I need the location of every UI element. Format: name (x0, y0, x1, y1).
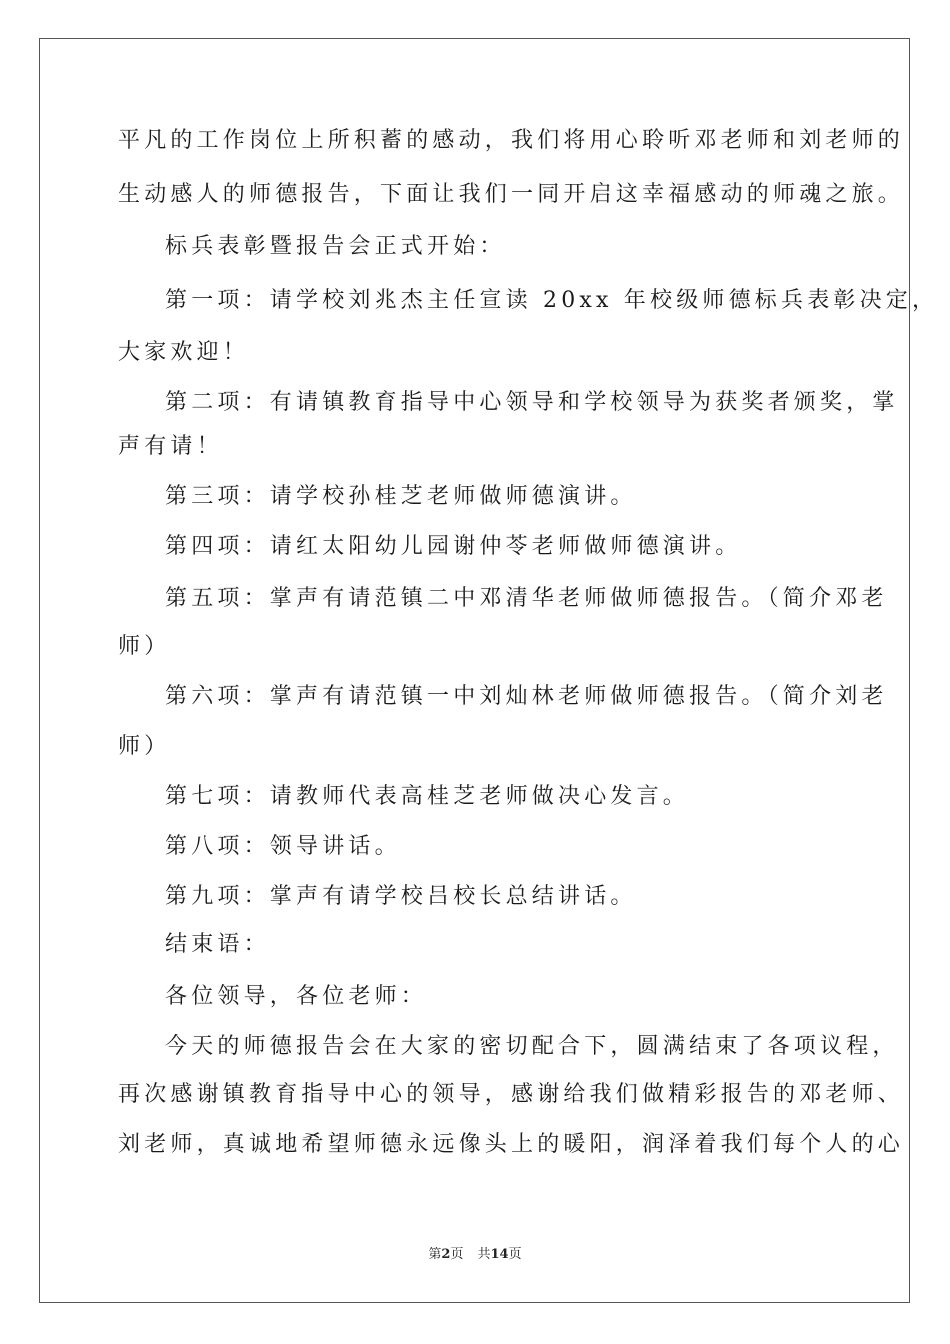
total-suffix: 页 (508, 1247, 522, 1262)
text-line: 第八项：领导讲话。 (165, 834, 401, 859)
text-line: 再次感谢镇教育指导中心的领导，感谢给我们做精彩报告的邓老师、 (118, 1082, 905, 1107)
text-line: 刘老师，真诚地希望师德永远像头上的暖阳，润泽着我们每个人的心 (118, 1132, 905, 1157)
text-line: 结束语： (165, 932, 270, 957)
text-line: 第九项：掌声有请学校吕校长总结讲话。 (165, 884, 637, 909)
text-line: 声有请！ (118, 434, 223, 459)
text-line: 第三项：请学校孙桂芝老师做师德演讲。 (165, 484, 637, 509)
text-line: 师） (118, 634, 171, 659)
text-line: 第七项：请教师代表高桂芝老师做决心发言。 (165, 784, 690, 809)
text-line: 平凡的工作岗位上所积蓄的感动，我们将用心聆听邓老师和刘老师的 (118, 128, 905, 153)
page-footer (0, 1246, 950, 1264)
text-line: 生动感人的师德报告，下面让我们一同开启这幸福感动的师魂之旅。 (118, 182, 905, 207)
text-line: 第一项：请学校刘兆杰主任宣读 20xx 年校级师德标兵表彰决定， (165, 288, 939, 313)
page-prefix: 第 (428, 1247, 442, 1262)
page-suffix: 页 (450, 1247, 464, 1262)
text-line: 第五项：掌声有请范镇二中邓清华老师做师德报告。（简介邓老 (165, 586, 888, 611)
text-line: 大家欢迎！ (118, 340, 250, 365)
total-prefix: 共 (477, 1247, 491, 1262)
text-line: 第六项：掌声有请范镇一中刘灿林老师做师德报告。（简介刘老 (165, 684, 888, 709)
text-line: 第四项：请红太阳幼儿园谢仲苓老师做师德演讲。 (165, 534, 742, 559)
text-line: 标兵表彰暨报告会正式开始： (165, 234, 506, 259)
page-border (39, 38, 910, 1303)
total-page-count: 14 (490, 1247, 509, 1262)
text-line: 今天的师德报告会在大家的密切配合下，圆满结束了各项议程， (165, 1034, 899, 1059)
text-line: 第二项：有请镇教育指导中心领导和学校领导为获奖者颁奖，掌 (165, 390, 899, 415)
text-line: 师） (118, 734, 171, 759)
current-page-number: 2 (441, 1247, 451, 1262)
text-line: 各位领导，各位老师： (165, 984, 428, 1009)
